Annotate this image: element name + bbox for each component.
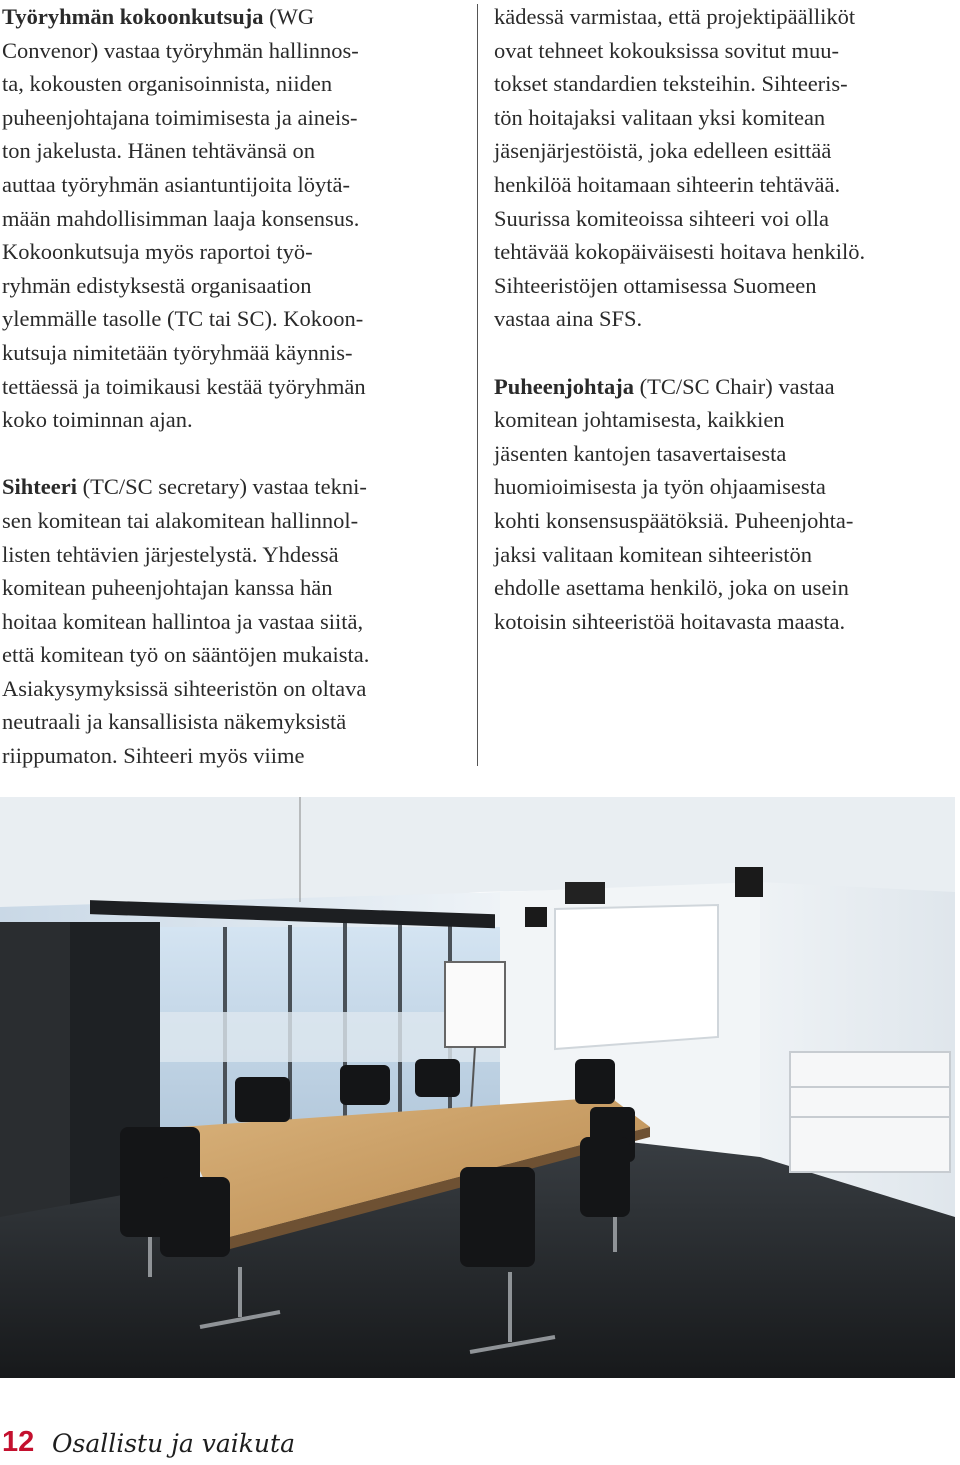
- text-line: mään mahdollisimman laaja konsensus.: [2, 205, 360, 231]
- text-line: tokset standardien teksteihin. Sihteeris-: [494, 71, 848, 97]
- text-line: Asiakysymyksissä sihteeristön on oltava: [2, 675, 367, 701]
- right-column-paragraph: [494, 0, 865, 336]
- text-line: riippumaton. Sihteeri myös viime: [2, 743, 305, 769]
- text-line: jaksi valitaan komitean sihteeristön: [494, 541, 813, 567]
- text-line: Suurissa komiteoissa sihteeri voi olla: [494, 205, 829, 231]
- text-line: ton jakelusta. Hänen tehtävänsä on: [2, 138, 316, 164]
- text-line: Convenor) vastaa työryhmän hallinnos-: [2, 37, 359, 63]
- text-line: neutraali ja kansallisista näkemyksistä: [2, 709, 347, 735]
- text-line: sen komitean tai alakomitean hallinnol-: [2, 507, 359, 533]
- text-line: kotoisin sihteeristöä hoitavasta maasta.: [494, 608, 846, 634]
- text-line: ehdolle asettama henkilö, joka on usein: [494, 575, 849, 601]
- text-line: ryhmän edistyksestä organisaation: [2, 272, 312, 298]
- text-column-right: [494, 0, 865, 638]
- text-line: koko toiminnan ajan.: [2, 407, 193, 433]
- text-line: ta, kokousten organisoinnista, niiden: [2, 71, 333, 97]
- text-line: (TC/SC secretary) vastaa tekni-: [76, 474, 367, 500]
- meeting-room-photo: [0, 797, 955, 1378]
- text-line: tettäessä ja toimikausi kestää työryhmän: [2, 373, 366, 399]
- right-column-paragraph: [494, 370, 865, 639]
- text-line: komitean puheenjohtajan kanssa hän: [2, 575, 333, 601]
- text-line: komitean johtamisesta, kaikkien: [494, 407, 785, 433]
- text-line: jäsenten kantojen tasavertaisesta: [494, 440, 787, 466]
- text-line: jäsenjärjestöistä, joka edelleen esittää: [494, 138, 832, 164]
- text-line: kohti konsensuspäätöksiä. Puheenjohta-: [494, 507, 854, 533]
- term-heading: Työryhmän kokoonkutsuja: [2, 4, 264, 29]
- left-column-paragraph: [2, 0, 369, 437]
- text-line: tehtävää kokopäiväisesti hoitava henkilö.: [494, 239, 866, 265]
- text-line: puheenjohtajana toimimisesta ja aineis-: [2, 104, 358, 130]
- text-line: henkilöä hoitamaan sihteerin tehtävää.: [494, 171, 841, 197]
- text-line: Sihteeristöjen ottamisessa Suomeen: [494, 272, 817, 298]
- text-line: Kokoonkutsuja myös raportoi työ-: [2, 239, 313, 265]
- term-heading: Puheenjohtaja: [494, 373, 634, 399]
- text-line: (TC/SC Chair) vastaa: [634, 373, 835, 399]
- text-line: ylemmälle tasolle (TC tai SC). Kokoon-: [2, 306, 364, 332]
- publication-title: Osallistu ja vaikuta: [52, 1429, 295, 1458]
- text-line: tön hoitajaksi valitaan yksi komitean: [494, 104, 826, 130]
- text-line: että komitean työ on sääntöjen mukaista.: [2, 642, 370, 668]
- left-column-paragraph: [2, 470, 369, 772]
- page-number: 12: [2, 1426, 35, 1458]
- text-line: kutsuja nimitetään työryhmää käynnis-: [2, 339, 353, 365]
- text-line: auttaa työryhmän asiantuntijoita löytä-: [2, 171, 351, 197]
- text-line: vastaa aina SFS.: [494, 306, 643, 332]
- text-column-left: [2, 0, 369, 773]
- text-line: kädessä varmistaa, että projektipäälliköt: [494, 4, 856, 29]
- term-heading: Sihteeri: [2, 474, 77, 500]
- text-line: ovat tehneet kokouksissa sovitut muu-: [494, 37, 839, 63]
- text-line: (WG: [263, 4, 315, 29]
- column-divider: [477, 4, 478, 766]
- text-line: huomioimisesta ja työn ohjaamisesta: [494, 474, 826, 500]
- text-line: hoitaa komitean hallintoa ja vastaa siitä,: [2, 608, 364, 634]
- text-line: listen tehtävien järjestelystä. Yhdessä: [2, 541, 339, 567]
